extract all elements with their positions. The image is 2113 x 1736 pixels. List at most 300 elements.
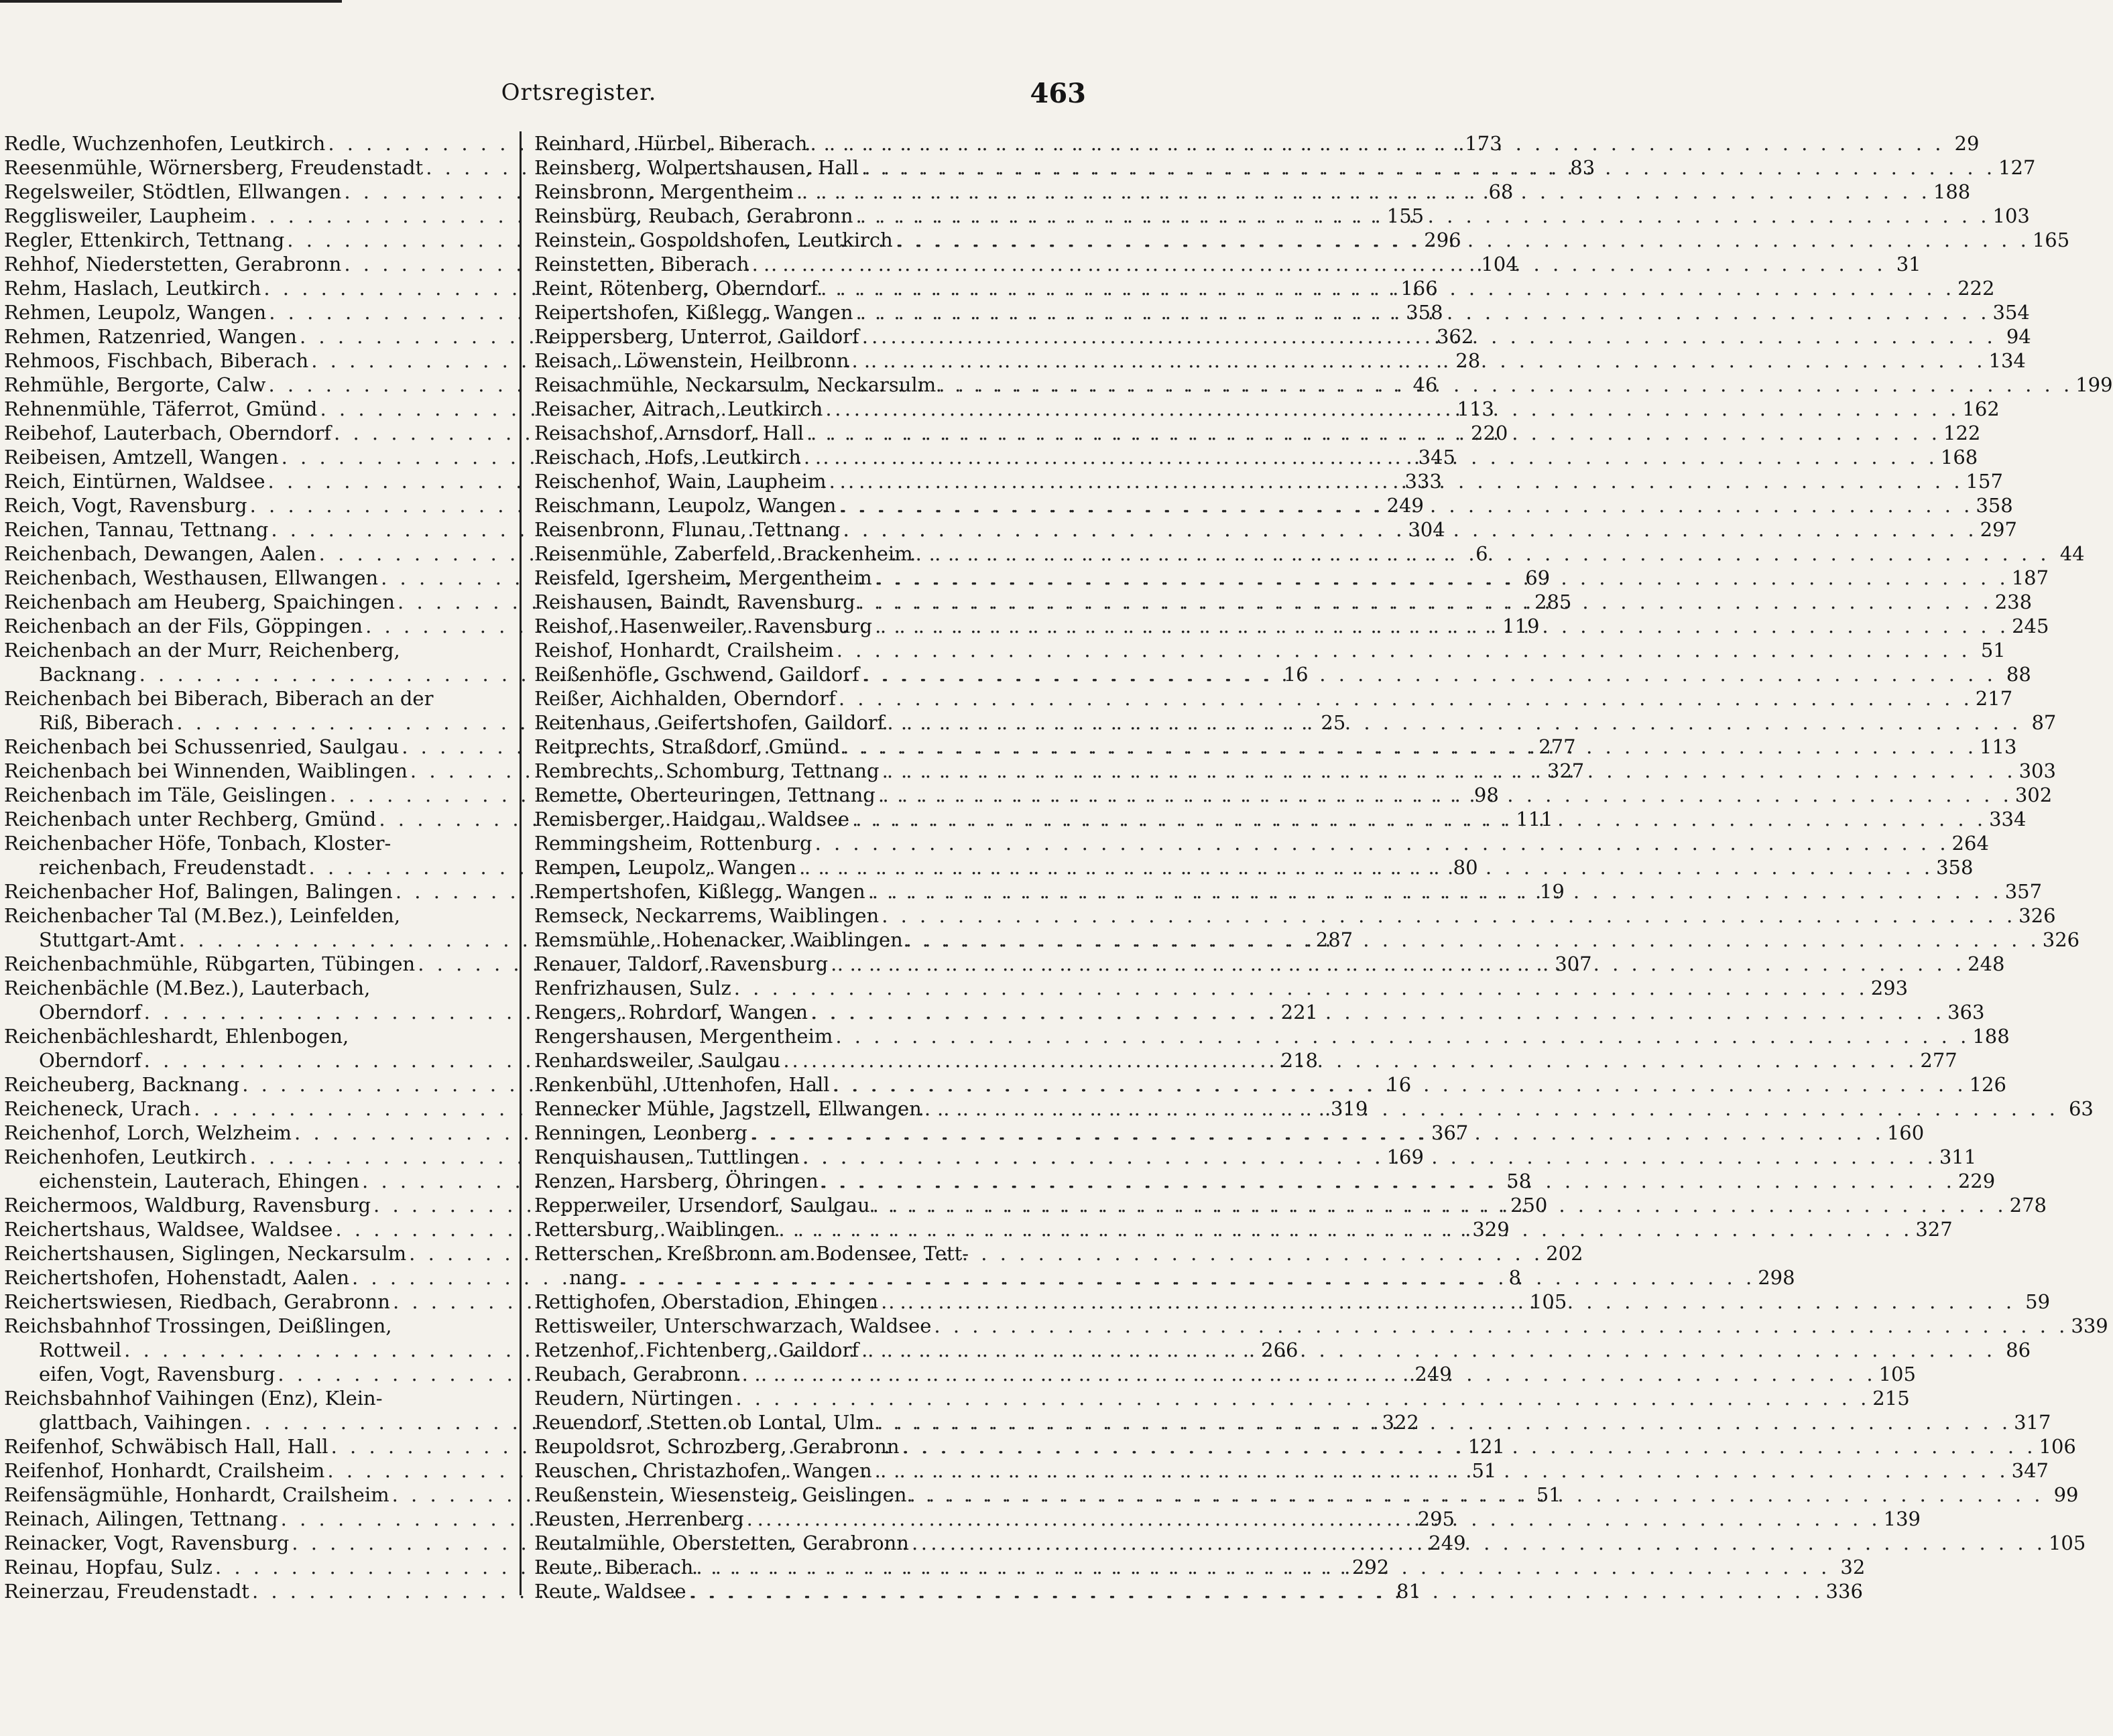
place-name: Reishof, Hasenweiler, Ravensburg xyxy=(534,615,873,637)
page-reference: 162 xyxy=(1962,397,2000,420)
place-name: Reisacher, Aitrach, Leutkirch xyxy=(534,397,823,420)
page-reference: 104 xyxy=(1481,253,1518,275)
page-reference: 16 xyxy=(1386,1073,1412,1096)
place-name: Reinhard, Hürbel, Biberach xyxy=(534,132,808,155)
page-reference: 98 xyxy=(1473,784,1499,806)
place-name: Reichenbach an der Murr, Reichenberg, xyxy=(4,639,400,662)
place-name: Renningen, Leonberg xyxy=(534,1121,747,1144)
place-name: Reint, Rötenberg, Oberndorf xyxy=(534,277,819,300)
place-name: Reinsbürg, Reubach, Gerabronn xyxy=(534,204,853,227)
top-border-rule xyxy=(0,0,342,3)
place-name: Rengershausen, Mergentheim xyxy=(534,1025,833,1048)
place-name: Reich, Vogt, Ravensburg xyxy=(4,494,247,517)
place-name: Rettersburg, Waiblingen xyxy=(534,1218,776,1241)
place-name: Reißenhöfle, Gschwend, Gaildorf xyxy=(534,663,859,686)
page-reference: 327 xyxy=(1547,759,1585,782)
place-name: Reinstein, Gospoldshofen, Leutkirch xyxy=(534,229,893,251)
place-name: Reinach, Ailingen, Tettnang xyxy=(4,1507,278,1530)
page-reference: 367 xyxy=(1431,1121,1469,1144)
dot-leader xyxy=(618,1265,1758,1290)
place-name: Rehmühle, Bergorte, Calw xyxy=(4,373,266,396)
place-name: Repperweiler, Ursendorf, Saulgau xyxy=(534,1194,870,1217)
page-reference: 327 xyxy=(1915,1218,1953,1241)
dot-leader xyxy=(872,1459,2012,1483)
place-name: reichenbach, Freudenstadt xyxy=(39,856,306,879)
page-reference: 266 xyxy=(1261,1339,1299,1361)
page-number: 463 xyxy=(1030,78,1086,109)
place-name: Rehmen, Ratzenried, Wangen xyxy=(4,325,297,348)
page-reference: 277 xyxy=(1920,1049,1957,1072)
register-entry xyxy=(534,542,2085,566)
place-name: Reutalmühle, Oberstetten, Gerabronn xyxy=(534,1532,909,1554)
place-name: Reichenbach bei Winnenden, Waiblingen xyxy=(4,759,408,782)
register-entry xyxy=(534,1386,1910,1410)
page-reference: 249 xyxy=(1386,494,1424,517)
page-reference: 16 xyxy=(1283,663,1309,686)
page-reference: 297 xyxy=(1980,518,2017,541)
dot-leader xyxy=(780,1048,1920,1072)
place-name: Reicheuberg, Backnang xyxy=(4,1073,240,1096)
dot-leader xyxy=(931,1314,2071,1338)
page-reference: 285 xyxy=(1534,591,1572,613)
page-reference: 111 xyxy=(1516,808,1553,830)
register-entry-continuation xyxy=(534,1265,1795,1290)
register-entry xyxy=(4,831,510,855)
place-name: Rempertshofen, Kißlegg, Wangen xyxy=(534,880,865,903)
page-reference: 139 xyxy=(1883,1507,1921,1530)
place-name: Reichenbächle (M.Bez.), Lauterbach, xyxy=(4,977,371,999)
place-name: Reipertshofen, Kißlegg, Wangen xyxy=(534,301,853,324)
page-reference: 336 xyxy=(1825,1580,1863,1603)
place-name: Reubach, Gerabronn xyxy=(534,1363,739,1385)
page-reference: 80 xyxy=(1453,856,1478,879)
page-reference: 157 xyxy=(1966,470,2003,493)
page-reference: 264 xyxy=(1951,832,1989,855)
place-name: Rengers, Rohrdorf, Wangen xyxy=(534,1001,808,1024)
register-entry xyxy=(4,1024,510,1048)
page-reference: 326 xyxy=(2018,904,2056,927)
place-name: Reinstetten, Biberach xyxy=(534,253,749,275)
page-reference: 83 xyxy=(1570,156,1595,179)
dot-leader xyxy=(859,156,1998,180)
page-reference: 165 xyxy=(2032,229,2070,251)
dot-leader xyxy=(807,131,1947,156)
place-name: Reinsberg, Wolpertshausen, Hall xyxy=(534,156,859,179)
place-name: Reinau, Hopfau, Sulz xyxy=(4,1556,213,1578)
dot-leader xyxy=(913,542,2053,566)
page-reference: 357 xyxy=(2004,880,2043,903)
place-name: Remsmühle, Hohenacker, Waiblingen xyxy=(534,928,903,951)
dot-leader xyxy=(849,349,1989,373)
dot-leader xyxy=(936,373,2075,397)
page-reference: 6 xyxy=(1475,542,1488,565)
dot-leader xyxy=(872,566,2012,590)
place-name: nang xyxy=(569,1266,619,1289)
dot-leader xyxy=(823,397,1962,421)
register-entry xyxy=(4,638,510,662)
page-reference: 221 xyxy=(1280,1001,1319,1024)
page-reference: 134 xyxy=(1988,349,2026,372)
dot-leader xyxy=(865,879,2005,904)
dot-leader xyxy=(733,1386,1872,1410)
page-reference: 217 xyxy=(1975,687,2013,710)
page-reference: 188 xyxy=(1933,180,1971,203)
place-name: Reesenmühle, Wörnersberg, Freudenstadt xyxy=(4,156,424,179)
place-name: Reichenbach bei Biberach, Biberach an der xyxy=(4,687,434,710)
dot-leader xyxy=(876,783,2015,807)
dot-leader xyxy=(800,1145,1939,1169)
dot-leader xyxy=(828,952,1968,976)
place-name: Reichenbacher Höfe, Tonbach, Kloster- xyxy=(4,832,391,855)
page-reference: 19 xyxy=(1539,880,1565,903)
place-name: Renkenbühl, Uttenhofen, Hall xyxy=(534,1073,830,1096)
page-reference: 215 xyxy=(1872,1387,1910,1410)
dot-leader xyxy=(836,686,1976,710)
dot-leader xyxy=(819,1169,1958,1193)
page-reference: 51 xyxy=(1536,1483,1561,1506)
place-name: Reisenmühle, Zaberfeld, Brackenheim xyxy=(534,542,913,565)
page-reference: 250 xyxy=(1510,1194,1548,1217)
place-name: Reichenbacher Tal (M.Bez.), Leinfelden, xyxy=(4,904,401,927)
register-entry xyxy=(4,1386,510,1410)
page-reference: 238 xyxy=(1994,591,2033,613)
place-name: Backnang xyxy=(39,663,137,686)
register-entry xyxy=(4,1314,510,1338)
place-name: Reichenbach unter Rechberg, Gmünd xyxy=(4,808,377,830)
place-name: Reichenbachmühle, Rübgarten, Tübingen xyxy=(4,952,416,975)
dot-leader xyxy=(893,228,2033,252)
page-reference: 295 xyxy=(1417,1507,1455,1530)
dot-leader xyxy=(836,493,1976,517)
dot-leader xyxy=(859,324,1999,349)
page-reference: 119 xyxy=(1502,615,1540,637)
place-name: Reifenhof, Schwäbisch Hall, Hall xyxy=(4,1435,328,1458)
place-name: Reishausen, Baindt, Ravensburg xyxy=(534,591,855,613)
register-entry xyxy=(534,1314,2108,1338)
place-name: Oberndorf xyxy=(39,1001,141,1024)
place-name: Reifensägmühle, Honhardt, Crailsheim xyxy=(4,1483,389,1506)
place-name: Reupoldsrot, Schrozberg, Gerabronn xyxy=(534,1435,900,1458)
place-name: Stuttgart-Amt xyxy=(39,928,176,951)
place-name: Reichenbächleshardt, Ehlenbogen, xyxy=(4,1025,349,1048)
place-name: Regler, Ettenkirch, Tettnang xyxy=(4,229,285,251)
place-name: Regglisweiler, Laupheim xyxy=(4,204,247,227)
page-reference: 358 xyxy=(1406,301,1443,324)
dot-leader xyxy=(853,204,1993,228)
place-name: Reichsbahnhof Trossingen, Deißlingen, xyxy=(4,1314,392,1337)
register-entry xyxy=(534,976,1909,1000)
place-name: Reisachshof, Arnsdorf, Hall xyxy=(534,422,804,444)
register-entry xyxy=(534,638,2006,662)
place-name: Regelsweiler, Stödtlen, Ellwangen xyxy=(4,180,342,203)
page-title: Ortsregister. xyxy=(501,79,657,106)
place-name: Reinacker, Vogt, Ravensburg xyxy=(4,1532,290,1554)
place-name: Reisachmühle, Neckarsulm, Neckarsulm xyxy=(534,373,937,396)
dot-leader xyxy=(859,1338,1998,1362)
page-reference: 25 xyxy=(1321,711,1346,734)
dot-leader xyxy=(804,421,1943,445)
place-name: Reichertshofen, Hohenstadt, Aalen xyxy=(4,1266,349,1289)
dot-leader xyxy=(830,1072,1970,1097)
place-name: Reisfeld, Igersheim, Mergentheim xyxy=(534,566,872,589)
dot-leader xyxy=(796,855,1936,879)
dot-leader xyxy=(812,831,1952,855)
page-reference: 166 xyxy=(1400,277,1438,300)
page-reference: 202 xyxy=(1546,1242,1583,1265)
place-name: Reusten, Herrenberg xyxy=(534,1507,744,1530)
page-reference: 105 xyxy=(1878,1363,1916,1385)
place-name: Reich, Eintürnen, Waldsee xyxy=(4,470,265,493)
place-name: Renquishausen, Tuttlingen xyxy=(534,1145,800,1168)
page-reference: 51 xyxy=(1471,1459,1497,1482)
place-name: Reuschen, Christazhofen, Wangen xyxy=(534,1459,872,1482)
dot-leader xyxy=(880,759,2019,783)
register-entry xyxy=(534,904,2056,928)
page-reference: 218 xyxy=(1280,1049,1319,1072)
place-name: Reinerzau, Freudenstadt xyxy=(4,1580,249,1603)
page-reference: 363 xyxy=(1947,1001,1985,1024)
place-name: Reichenhofen, Leutkirch xyxy=(4,1145,247,1168)
page-reference: 345 xyxy=(1418,446,1455,469)
page-reference: 8 xyxy=(1508,1266,1521,1289)
place-name: Rehmen, Leupolz, Wangen xyxy=(4,301,267,324)
dot-leader xyxy=(693,1555,1833,1579)
dot-leader xyxy=(827,469,1966,493)
page-reference: 81 xyxy=(1396,1580,1421,1603)
page-reference: 94 xyxy=(2006,325,2031,348)
place-name: Renauer, Taldorf, Ravensburg xyxy=(534,952,829,975)
page-reference: 29 xyxy=(1954,132,1980,155)
place-name: Rehnenmühle, Täferrot, Gmünd xyxy=(4,397,318,420)
place-name: Reichen, Tannau, Tettnang xyxy=(4,518,269,541)
place-name: Reippersberg, Unterrot, Gaildorf xyxy=(534,325,859,348)
place-name: Reichenbach bei Schussenried, Saulgau xyxy=(4,735,400,758)
dot-leader xyxy=(833,1024,1972,1048)
page-reference: 86 xyxy=(2006,1339,2031,1361)
dot-leader xyxy=(776,1217,1915,1241)
page-reference: 229 xyxy=(1957,1170,1996,1192)
page-reference: 334 xyxy=(1989,808,2027,830)
place-name: Reichenbach im Täle, Geislingen xyxy=(4,784,327,806)
page-reference: 103 xyxy=(1992,204,2030,227)
dot-leader xyxy=(818,276,1957,300)
place-name: Oberndorf xyxy=(39,1049,141,1072)
place-name: Reichenbach am Heuberg, Spaichingen xyxy=(4,591,396,613)
page-reference: 113 xyxy=(1980,735,2017,758)
place-name: Reisach, Löwenstein, Heilbronn xyxy=(534,349,849,372)
place-name: Retzenhof, Fichtenberg, Gaildorf xyxy=(534,1339,859,1361)
place-name: Reudern, Nürtingen xyxy=(534,1387,733,1410)
page-reference: 326 xyxy=(2042,928,2080,951)
dot-leader xyxy=(909,1531,2049,1555)
dot-leader xyxy=(874,1410,2014,1434)
page-reference: 51 xyxy=(1980,639,2006,662)
place-name: Reußenstein, Wiesensteig, Geislingen xyxy=(534,1483,907,1506)
place-name: Rempen, Leupolz, Wangen xyxy=(534,856,797,879)
dot-leader xyxy=(879,904,2018,928)
page-reference: 59 xyxy=(2025,1290,2051,1313)
page-reference: 277 xyxy=(1538,735,1576,758)
place-name: Reißer, Aichhalden, Oberndorf xyxy=(534,687,836,710)
page-reference: 155 xyxy=(1386,204,1425,227)
register-entry xyxy=(534,1241,1034,1265)
page-reference: 278 xyxy=(2009,1194,2047,1217)
place-name: Reibeisen, Amtzell, Wangen xyxy=(4,446,279,469)
register-entry xyxy=(534,831,1989,855)
dot-leader xyxy=(731,976,1871,1000)
page-reference: 222 xyxy=(1957,277,1995,300)
page-reference: 311 xyxy=(1939,1145,1977,1168)
page-reference: 248 xyxy=(1968,952,2005,975)
page-reference: 88 xyxy=(2006,663,2031,686)
place-name: Reichertswiesen, Riedbach, Gerabronn xyxy=(4,1290,390,1313)
page-reference: 106 xyxy=(2039,1435,2076,1458)
page-reference: 32 xyxy=(1840,1556,1866,1578)
page-reference: 362 xyxy=(1436,325,1474,348)
dot-leader xyxy=(922,1097,2061,1121)
place-name: Reicheneck, Urach xyxy=(4,1097,191,1120)
page-reference: 87 xyxy=(2031,711,2057,734)
page-reference: 169 xyxy=(1386,1145,1424,1168)
place-name: Riß, Biberach xyxy=(39,711,174,734)
page-reference: 122 xyxy=(1943,422,1981,444)
place-name: Remmingsheim, Rottenburg xyxy=(534,832,812,855)
page-reference: 99 xyxy=(2053,1483,2079,1506)
page-reference: 293 xyxy=(1870,977,1909,999)
place-name: Reibehof, Lauterbach, Oberndorf xyxy=(4,422,332,444)
page-reference: 302 xyxy=(2014,784,2053,806)
page-reference: 296 xyxy=(1424,229,1461,251)
page-reference: 105 xyxy=(1529,1290,1567,1313)
dot-leader xyxy=(747,1121,1887,1145)
place-name: Reichermoos, Waldburg, Ravensburg xyxy=(4,1194,371,1217)
place-name: Reute, Biberach xyxy=(534,1556,694,1578)
page-reference: 105 xyxy=(2048,1532,2086,1554)
dot-leader xyxy=(794,180,1933,204)
page-reference: 358 xyxy=(1936,856,1974,879)
place-name: Renhardsweiler, Saulgau xyxy=(534,1049,781,1072)
page-reference: 287 xyxy=(1315,928,1353,951)
page-reference: 58 xyxy=(1506,1170,1532,1192)
page-reference: 44 xyxy=(2059,542,2085,565)
page-reference: 187 xyxy=(2011,566,2049,589)
place-name: Reichertshaus, Waldsee, Waldsee xyxy=(4,1218,333,1241)
dot-leader xyxy=(900,1434,2039,1459)
place-name: Reichenhof, Lorch, Welzheim xyxy=(4,1121,292,1144)
page-reference: 245 xyxy=(2012,615,2049,637)
dot-leader xyxy=(749,252,1889,276)
page-reference: 63 xyxy=(2068,1097,2094,1120)
place-name: Reichenbach, Dewangen, Aalen xyxy=(4,542,316,565)
page-reference: 292 xyxy=(1351,1556,1390,1578)
page-reference: 113 xyxy=(1457,397,1494,420)
page-reference: 317 xyxy=(2014,1411,2051,1434)
place-name: Reute, Waldsee xyxy=(534,1580,686,1603)
page-reference: 304 xyxy=(1408,518,1445,541)
page-reference: 339 xyxy=(2071,1314,2108,1337)
dot-leader xyxy=(744,1507,1884,1531)
dot-leader xyxy=(849,807,1989,831)
register-entry xyxy=(4,976,510,1000)
page-reference: 303 xyxy=(2018,759,2056,782)
place-name: Rehhof, Niederstetten, Gerabronn xyxy=(4,253,342,275)
dot-leader xyxy=(853,300,1993,324)
place-name: Reitenhaus, Geifertshofen, Gaildorf xyxy=(534,711,885,734)
place-name: Reisenbronn, Flunau, Tettnang xyxy=(534,518,841,541)
place-name: Reichertshausen, Siglingen, Neckarsulm xyxy=(4,1242,407,1265)
place-name: Reinsbronn, Mergentheim xyxy=(534,180,794,203)
dot-leader xyxy=(884,710,2024,735)
dot-leader xyxy=(870,1193,2010,1217)
dot-leader xyxy=(686,1579,1826,1603)
place-name: Remseck, Neckarrems, Waiblingen xyxy=(534,904,880,927)
register-entry xyxy=(4,904,510,928)
column-divider xyxy=(520,131,522,1595)
register-entry xyxy=(4,686,510,710)
place-name: Reichenbach an der Fils, Göppingen xyxy=(4,615,363,637)
page-reference: 46 xyxy=(1412,373,1438,396)
page-reference: 69 xyxy=(1525,566,1551,589)
place-name: glattbach, Vaihingen xyxy=(39,1411,243,1434)
place-name: eifen, Vogt, Ravensburg xyxy=(39,1363,276,1385)
place-name: eichenstein, Lauterach, Ehingen xyxy=(39,1170,360,1192)
place-name: Renfrizhausen, Sulz xyxy=(534,977,731,999)
page-reference: 249 xyxy=(1414,1363,1452,1385)
page-reference: 168 xyxy=(1940,446,1978,469)
place-name: Redle, Wuchzenhofen, Leutkirch xyxy=(4,132,326,155)
place-name: Rehm, Haslach, Leutkirch xyxy=(4,277,261,300)
dot-leader xyxy=(878,1290,2018,1314)
place-name: Reichenbach, Westhausen, Ellwangen xyxy=(4,566,379,589)
page-reference: 173 xyxy=(1465,132,1502,155)
page-reference: 68 xyxy=(1488,180,1514,203)
page-reference: 358 xyxy=(1976,494,2013,517)
page-reference: 347 xyxy=(2011,1459,2049,1482)
page-reference: 121 xyxy=(1467,1435,1505,1458)
page-reference: 31 xyxy=(1896,253,1921,275)
place-name: Reischach, Hofs, Leutkirch xyxy=(534,446,801,469)
place-name: Reichenbacher Hof, Balingen, Balingen xyxy=(4,880,393,903)
page-reference: 319 xyxy=(1330,1097,1368,1120)
place-name: Rettighofen, Oberstadion, Ehingen xyxy=(534,1290,879,1313)
dot-leader xyxy=(872,614,2012,638)
place-name: Rottweil xyxy=(39,1339,122,1361)
dot-leader xyxy=(855,590,1995,614)
page-reference: 322 xyxy=(1382,1411,1419,1434)
place-name: Remisberger, Haidgau, Waldsee xyxy=(534,808,850,830)
page-reference: 188 xyxy=(1972,1025,2010,1048)
place-name: Remette, Oberteuringen, Tettnang xyxy=(534,784,876,806)
dot-leader xyxy=(903,928,2043,952)
page-reference: 354 xyxy=(1992,301,2030,324)
page-reference: 28 xyxy=(1455,349,1481,372)
dot-leader xyxy=(840,735,1980,759)
place-name: Reitprechts, Straßdorf, Gmünd xyxy=(534,735,841,758)
place-name: Reichsbahnhof Vaihingen (Enz), Klein- xyxy=(4,1387,383,1410)
place-name: Rennecker Mühle, Jagstzell, Ellwangen xyxy=(534,1097,922,1120)
place-name: Reifenhof, Honhardt, Crailsheim xyxy=(4,1459,325,1482)
page-reference: 127 xyxy=(1998,156,2036,179)
dot-leader xyxy=(801,445,1941,469)
place-name: Reuendorf, Stetten ob Lontal, Ulm xyxy=(534,1411,875,1434)
place-name: Renzen, Harsberg, Öhringen xyxy=(534,1170,819,1192)
page-reference: 160 xyxy=(1886,1121,1925,1144)
page-reference: 126 xyxy=(1969,1073,2006,1096)
page-reference: 249 xyxy=(1429,1532,1466,1554)
dot-leader xyxy=(859,662,1999,686)
place-name: Reischmann, Leupolz, Wangen xyxy=(534,494,837,517)
place-name: Rettisweiler, Unterschwarzach, Waldsee xyxy=(534,1314,932,1337)
